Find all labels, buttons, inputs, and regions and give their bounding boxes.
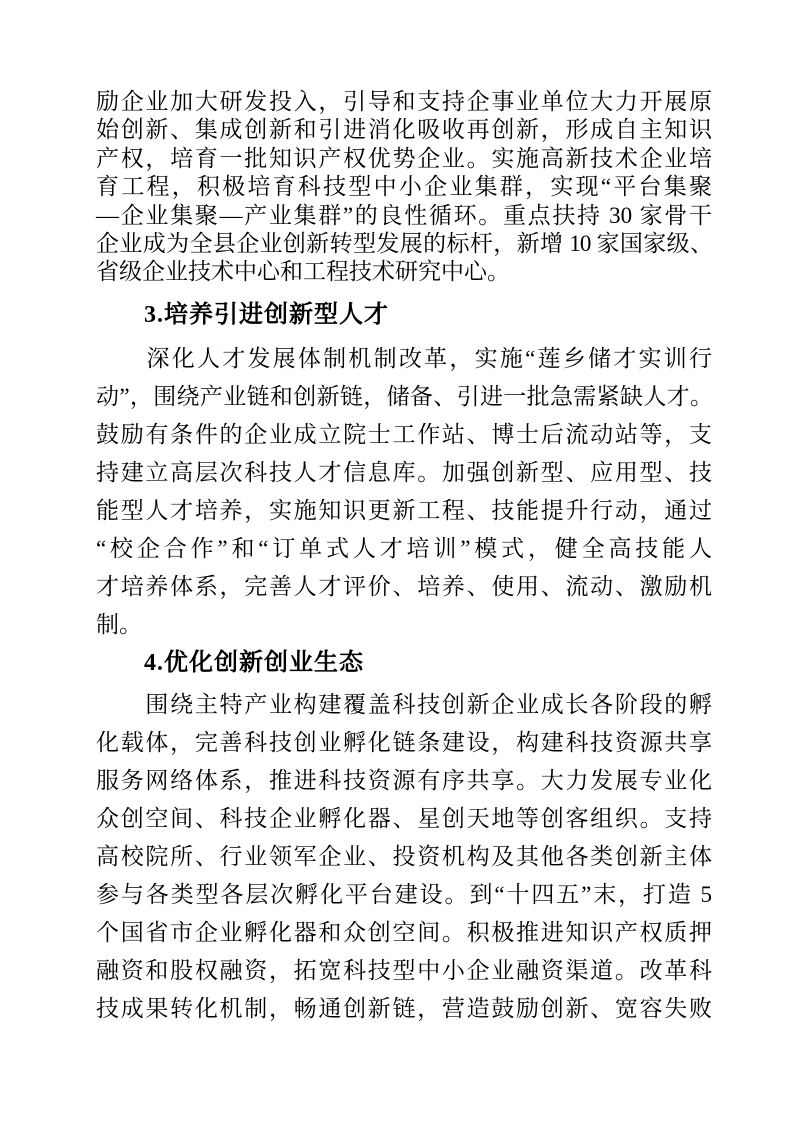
text-line: 动”，围绕产业链和创新链，储备、引进一批急需紧缺人才。 [96,383,712,409]
text-line: 个国省市企业孵化器和众创空间。积极推进知识产权质押 [96,919,712,945]
text-line: 技成果转化机制，畅通创新链，营造鼓励创新、宽容失败 [96,995,712,1021]
text-line: —企业集聚—产业集群”的良性循环。重点扶持 30 家骨干 [96,202,712,228]
paragraph-talent-development [96,340,712,644]
text-line: 省级企业技术中心和工程技术研究中心。 [96,259,510,285]
paragraph-enterprise-innovation-continuation [96,88,712,287]
text-line: 融资和股权融资，拓宽科技型中小企业融资渠道。改革科 [96,957,712,983]
text-line: 始创新、集成创新和引进消化吸收再创新，形成自主知识 [96,117,712,143]
section-heading-3-talent: 3.培养引进创新型人才 [144,301,389,328]
text-line: 服务网络体系，推进科技资源有序共享。大力发展专业化 [96,767,712,793]
text-line: 鼓励有条件的企业成立院士工作站、博士后流动站等，支 [96,421,712,447]
text-line: 持建立高层次科技人才信息库。加强创新型、应用型、技 [96,459,712,485]
text-line: 高校院所、行业领军企业、投资机构及其他各类创新主体 [96,843,712,869]
text-line: 企业成为全县企业创新转型发展的标杆，新增 10 家国家级、 [96,231,712,257]
text-line: 才培养体系，完善人才评价、培养、使用、流动、激励机 [96,573,712,599]
section-heading-4-ecosystem: 4.优化创新创业生态 [144,649,364,676]
text-line: 众创空间、科技企业孵化器、星创天地等创客组织。支持 [96,805,712,831]
text-line: 制。 [96,611,142,637]
text-line: 参与各类型各层次孵化平台建设。到“十四五”末，打造 5 [96,881,712,907]
text-line: 围绕主特产业构建覆盖科技创新企业成长各阶段的孵 [96,691,712,717]
document-text-block [96,88,712,1028]
text-line: “校企合作”和“订单式人才培训”模式，健全高技能人 [96,535,712,561]
text-line: 育工程，积极培育科技型中小企业集群，实现“平台集聚 [96,174,712,200]
text-line: 励企业加大研发投入，引导和支持企事业单位大力开展原 [96,89,712,114]
text-line: 深化人才发展体制机制改革，实施“莲乡储才实训行 [96,345,712,371]
text-line: 能型人才培养，实施知识更新工程、技能提升行动，通过 [96,497,712,523]
text-line: 化载体，完善科技创业孵化链条建设，构建科技资源共享 [96,729,712,755]
text-line: 产权，培育一批知识产权优势企业。实施高新技术企业培 [96,145,712,171]
paragraph-innovation-ecosystem [96,686,712,1028]
